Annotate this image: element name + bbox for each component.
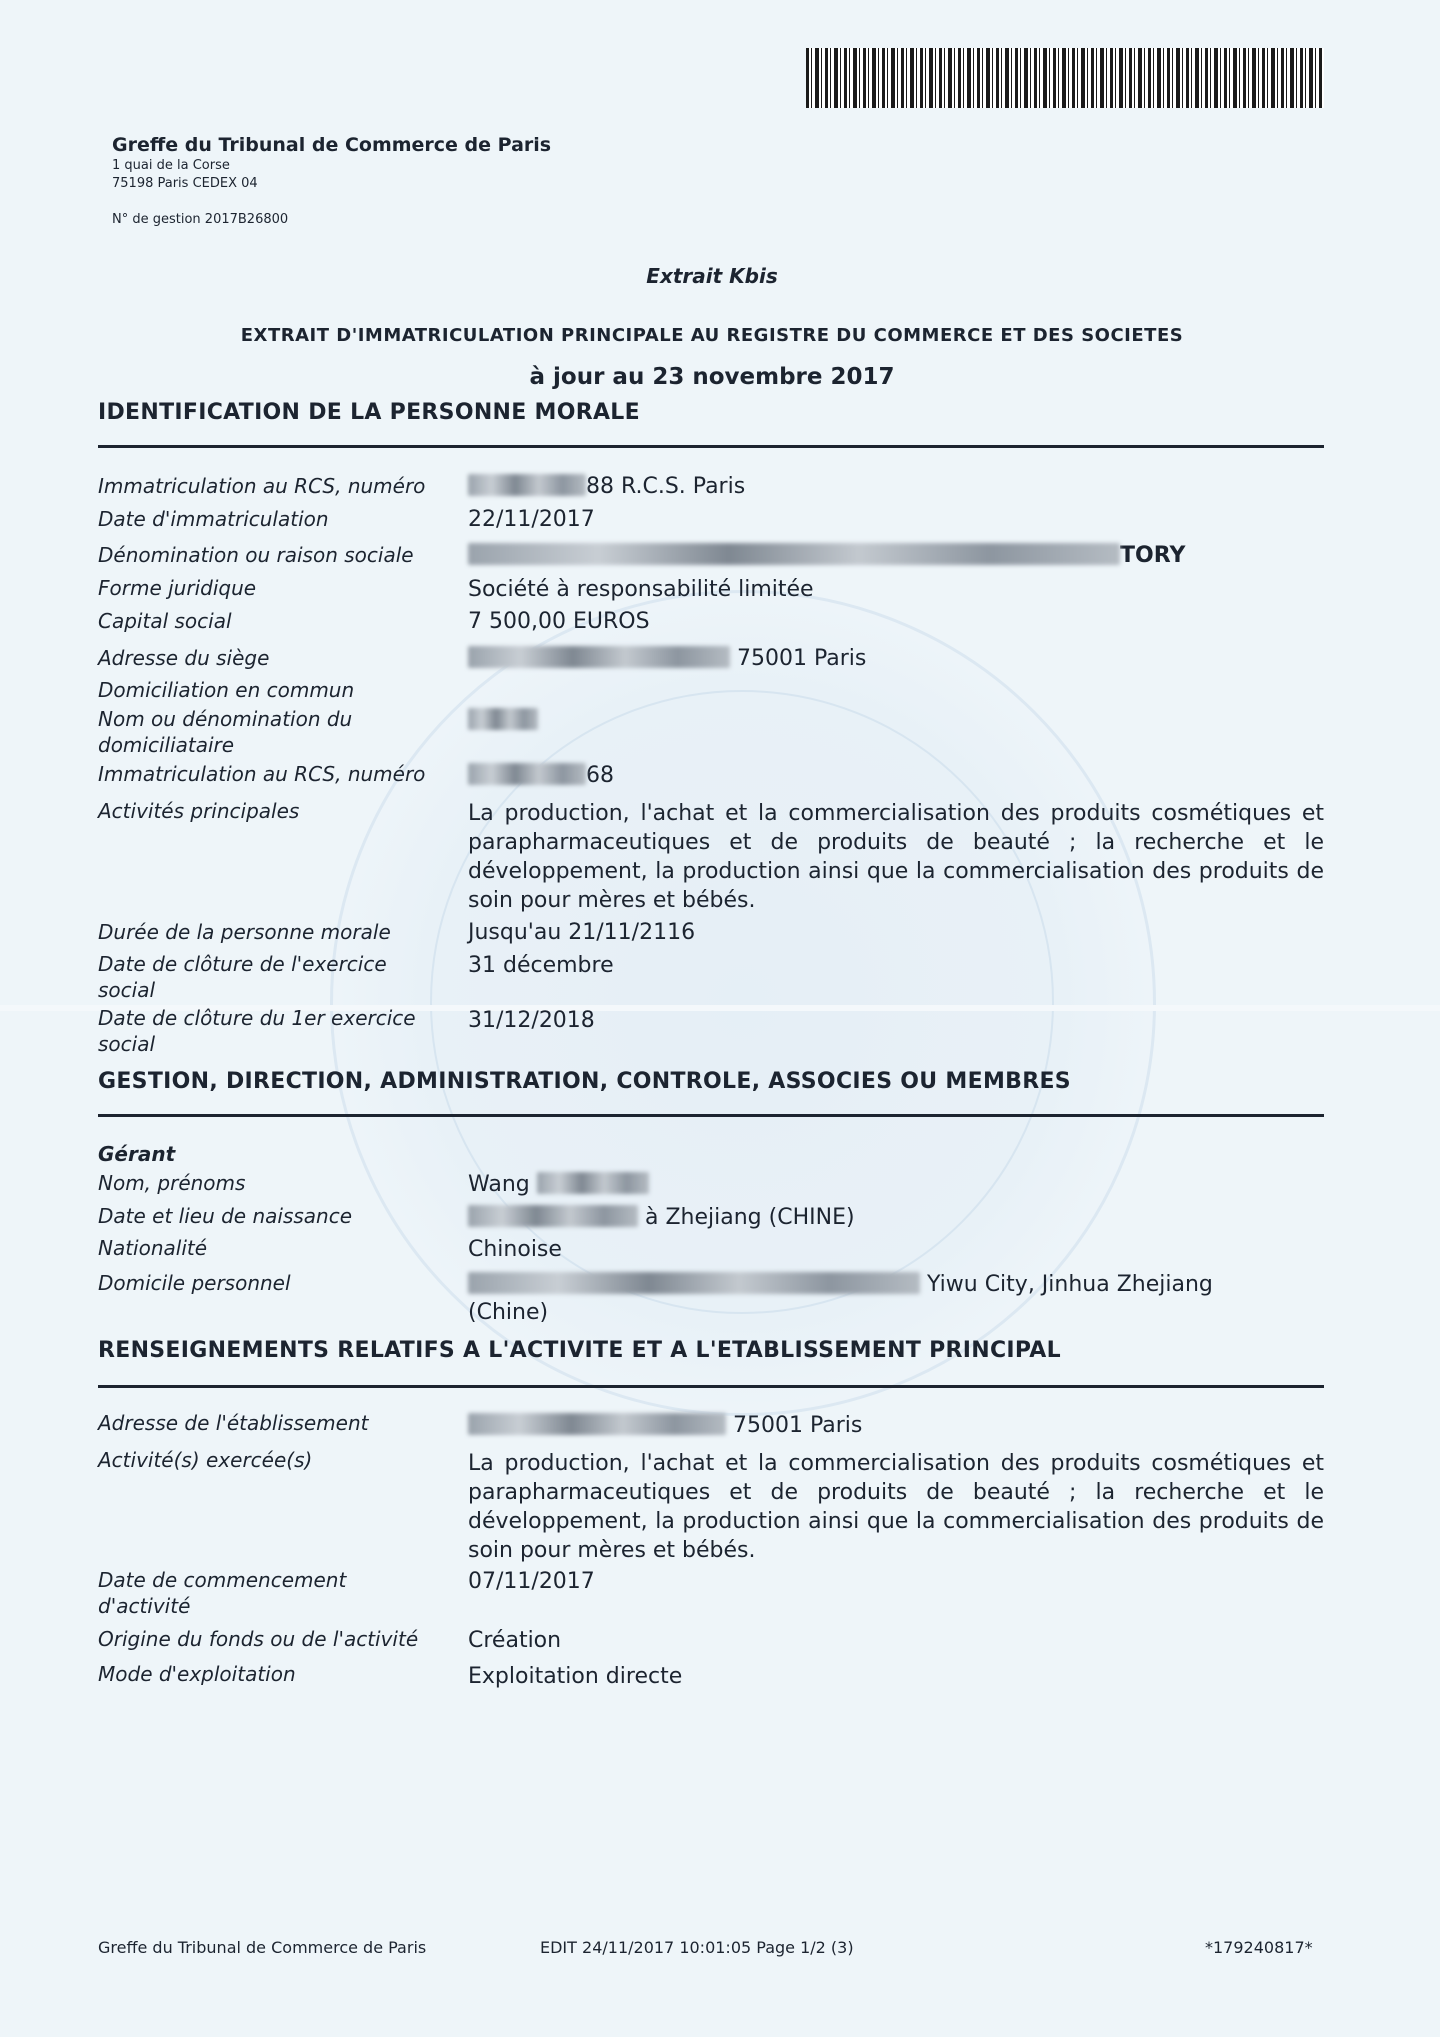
greffe-address-line1: 1 quai de la Corse [112,158,230,173]
redacted-block [468,646,730,668]
start-date-label: Date de commencement d'activité [98,1568,347,1618]
legal-form-label: Forme juridique [98,576,257,600]
domiciliataire-rcs-label: Immatriculation au RCS, numéro [98,762,426,786]
section-activite-heading: RENSEIGNEMENTS RELATIFS A L'ACTIVITE ET A L'ETABLISSEMENT PRINCIPAL [98,1338,1061,1363]
birth-value: à Zhejiang (CHINE) [468,1203,855,1232]
redacted-block [468,708,538,730]
domiciliataire-rcs-value: 68 [468,761,614,790]
registration-date-label: Date d'immatriculation [98,507,329,531]
section-identification-heading: IDENTIFICATION DE LA PERSONNE MORALE [98,400,640,425]
redacted-block [468,543,1120,565]
manager-name-label: Nom, prénoms [98,1171,246,1195]
duration-value: Jusqu'au 21/11/2116 [468,920,696,945]
barcode [806,48,1324,108]
fiscal-close-label: Date de clôture de l'exercice social [98,952,387,1002]
home-address-value: Yiwu City, Jinhua Zhejiang [468,1270,1213,1299]
footer-reference: *179240817* [1205,1938,1313,1957]
first-fiscal-close-value: 31/12/2018 [468,1008,595,1033]
domiciliation-label: Domiciliation en commun [98,678,355,702]
greffe-name: Greffe du Tribunal de Commerce de Paris [112,134,552,156]
manager-name-value: Wang [468,1170,649,1199]
establishment-address-value: 75001 Paris [468,1411,862,1440]
denomination-label: Dénomination ou raison sociale [98,543,414,567]
redacted-block [468,474,586,496]
legal-form-value: Société à responsabilité limitée [468,577,814,602]
activities-performed-label: Activité(s) exercée(s) [98,1448,313,1472]
start-date-value: 07/11/2017 [468,1569,595,1594]
seat-address-label: Adresse du siège [98,646,270,670]
document-main-title: EXTRAIT D'IMMATRICULATION PRINCIPALE AU REGISTRE DU COMMERCE ET DES SOCIETES [240,325,1184,346]
rcs-number-value: 88 R.C.S. Paris [468,472,745,501]
document-type-title: Extrait Kbis [646,264,778,288]
domiciliataire-label: Nom ou dénomination du domiciliataire [98,707,353,757]
greffe-address-line2: 75198 Paris CEDEX 04 [112,176,258,191]
operating-mode-label: Mode d'exploitation [98,1662,296,1686]
capital-value: 7 500,00 EUROS [468,609,650,634]
capital-label: Capital social [98,609,232,633]
redacted-block [468,1413,726,1435]
gestion-number: N° de gestion 2017B26800 [112,212,289,227]
section-divider [98,1114,1324,1117]
redacted-block [468,1205,638,1227]
redacted-block [468,1272,920,1294]
duration-label: Durée de la personne morale [98,920,391,944]
main-activities-label: Activités principales [98,799,300,823]
main-activities-value: La production, l'achat et la commercialisation des produits cosmétiques et parapharmaceutiques et de produits de beauté ; la recherche et le développement, la production ainsi que la commercialisation des produits de soin pour mères et bébés. [468,801,1324,913]
operating-mode-value: Exploitation directe [468,1664,683,1689]
footer-edit-info: EDIT 24/11/2017 10:01:05 Page 1/2 (3) [540,1938,854,1957]
first-fiscal-close-label: Date de clôture du 1er exercice social [98,1006,416,1056]
redacted-block [468,763,586,785]
home-address-label: Domicile personnel [98,1271,291,1295]
birth-label: Date et lieu de naissance [98,1204,353,1228]
domiciliataire-value [468,706,538,735]
manager-role-label: Gérant [98,1142,176,1166]
seat-address-value: 75001 Paris [468,644,866,673]
section-divider [98,445,1324,448]
footer-greffe: Greffe du Tribunal de Commerce de Paris [98,1938,427,1957]
nationality-value: Chinoise [468,1237,562,1262]
establishment-address-label: Adresse de l'établissement [98,1411,369,1435]
fiscal-close-value: 31 décembre [468,953,614,978]
registration-date-value: 22/11/2017 [468,507,595,532]
section-gestion-heading: GESTION, DIRECTION, ADMINISTRATION, CONTROLE, ASSOCIES OU MEMBRES [98,1069,1071,1094]
document-date: à jour au 23 novembre 2017 [529,364,895,390]
rcs-number-label: Immatriculation au RCS, numéro [98,474,426,498]
denomination-value: TORY [468,541,1185,570]
nationality-label: Nationalité [98,1236,208,1260]
redacted-block [537,1172,649,1194]
section-divider [98,1385,1324,1388]
home-address-country: (Chine) [468,1300,549,1325]
origin-value: Création [468,1628,562,1653]
origin-label: Origine du fonds ou de l'activité [98,1627,419,1651]
activities-performed-value: La production, l'achat et la commercialisation des produits cosmétiques et parapharmaceutiques et de produits de beauté ; la recherche et le développement, la production ainsi que la commercialisation des produits de soin pour mères et bébés. [468,1451,1324,1563]
